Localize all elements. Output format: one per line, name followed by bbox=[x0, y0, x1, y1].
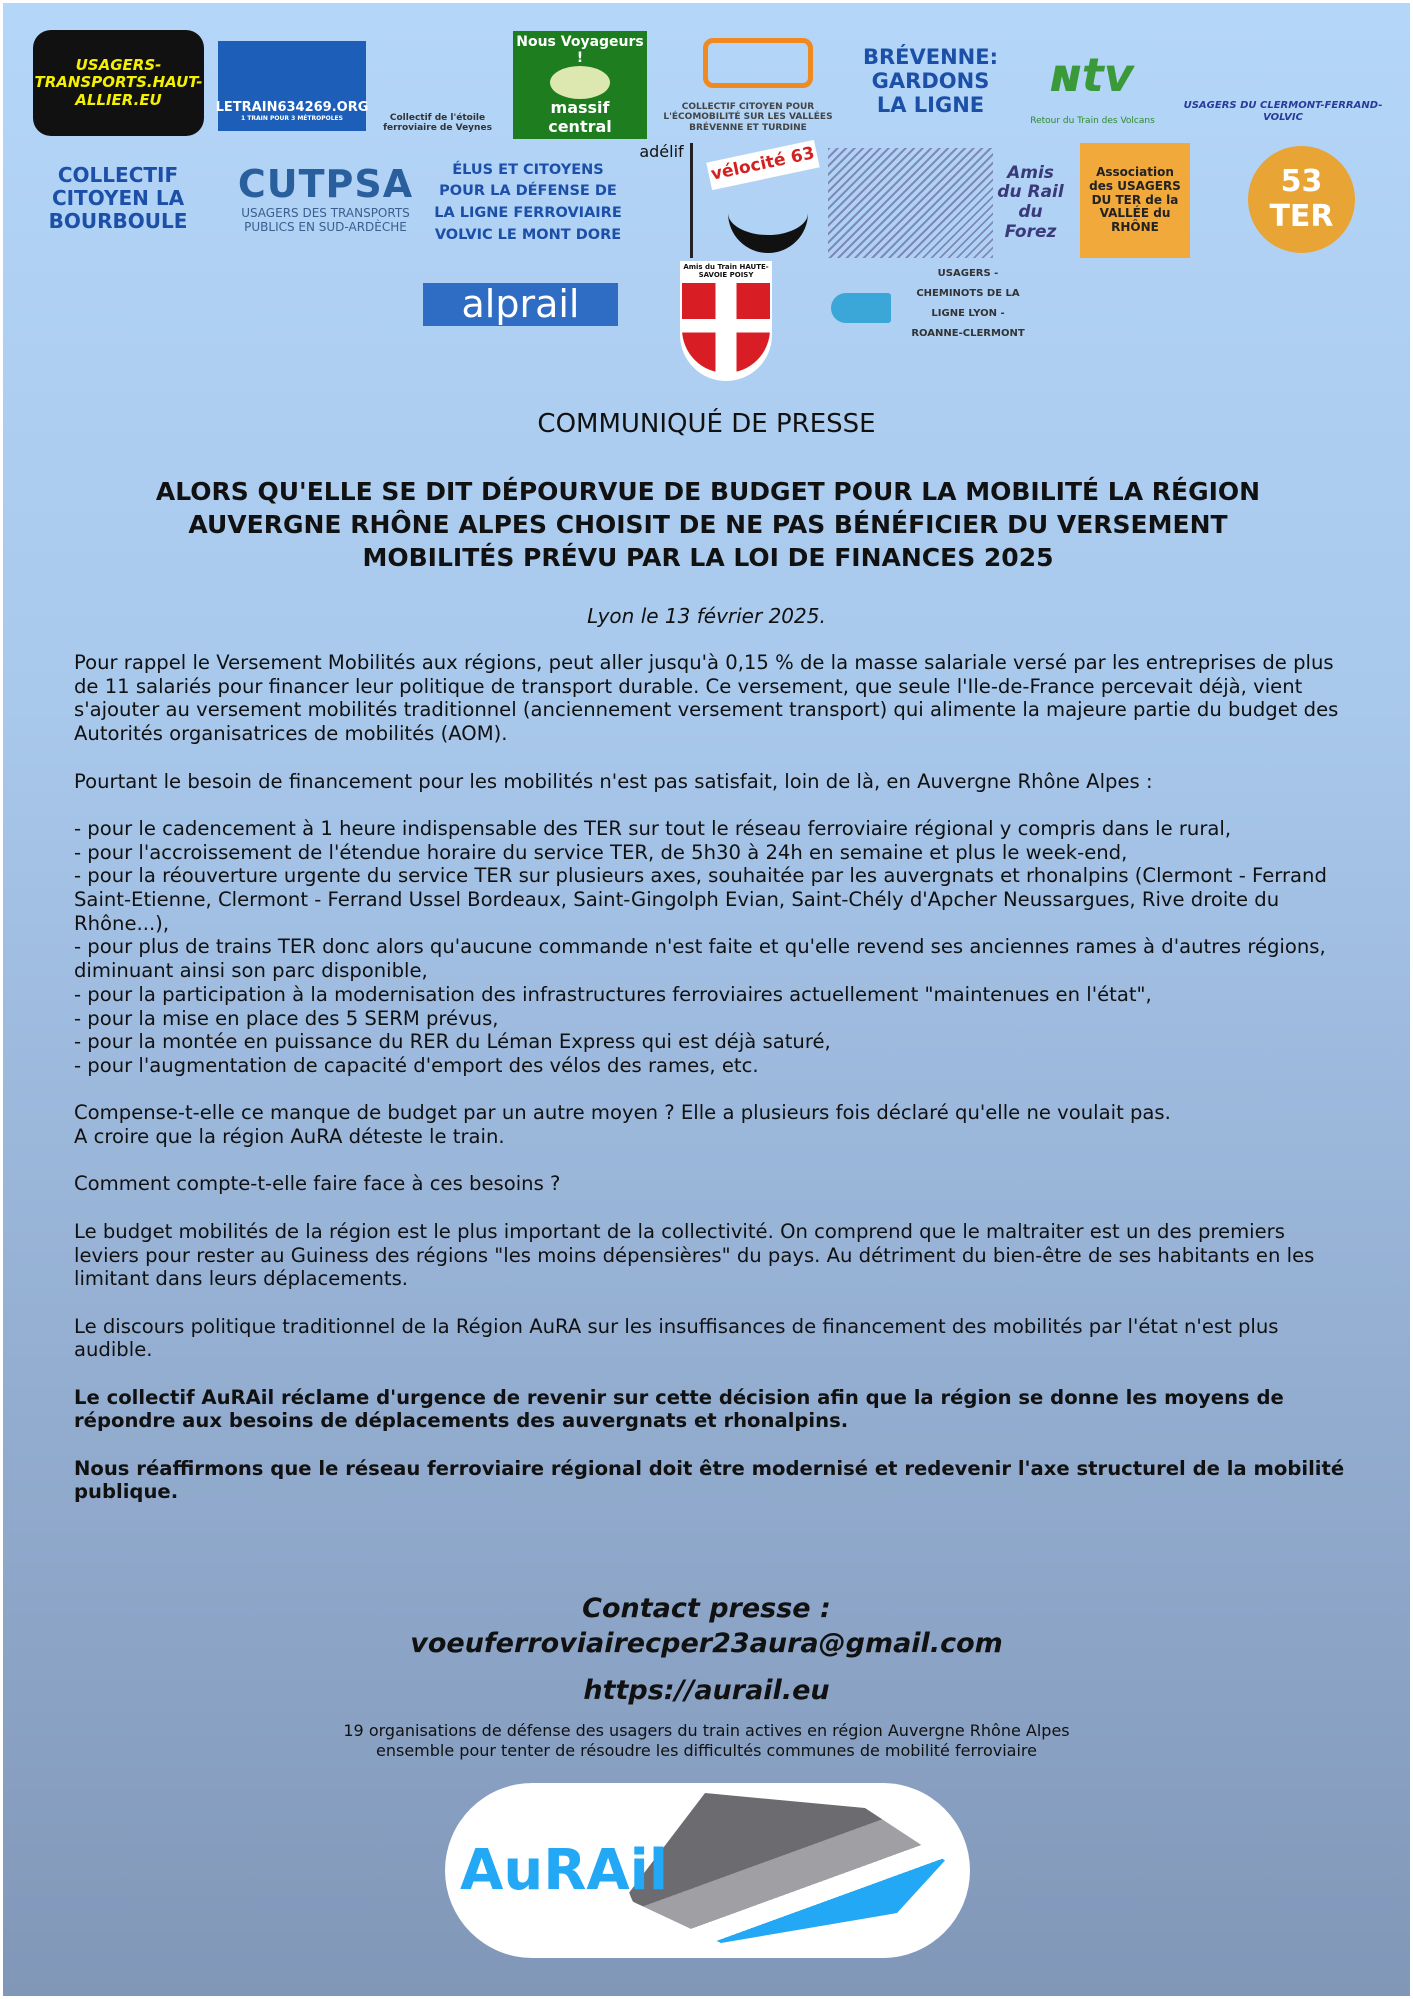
logo-vallee-rhone: Association des USAGERS DU TER de la VALLÉE du RHÔNE bbox=[1080, 143, 1190, 258]
footer-line-1: 19 organisations de défense des usagers du train actives en région Auvergne Rhône Alpes bbox=[343, 1721, 1070, 1740]
logo-poisy bbox=[680, 261, 772, 381]
logo-ratl-text: USAGERS - CHEMINOTS DE LA LIGNE LYON - ROANNE-CLERMONT bbox=[911, 267, 1025, 339]
contact-label: Contact presse : bbox=[582, 1593, 831, 1624]
aurail-logo bbox=[445, 1783, 970, 1958]
logo-53-ter: 53 TER bbox=[1248, 146, 1355, 253]
paragraph-3 bbox=[74, 1101, 1354, 1148]
ratl-train-icon bbox=[831, 293, 891, 323]
website-link[interactable]: https://aurail.eu bbox=[583, 1675, 830, 1706]
logo-alprail: alprail bbox=[423, 283, 618, 326]
logo-volvic-mont-dore: ÉLUS ET CITOYENS POUR LA DÉFENSE DE LA LIGNE FERROVIAIRE VOLVIC LE MONT DORE bbox=[434, 161, 622, 243]
rtv-mark-icon: ɴtv bbox=[1052, 48, 1134, 102]
paragraph-5: Le budget mobilités de la région est le plus important de la collectivité. On comprend que le maltraiter est un des premiers leviers pour rester au Guiness des régions "les moins dépensières" du pays. Au détriment du bien-être de ses habitants en les limitant dans leurs déplacements. bbox=[74, 1219, 1315, 1291]
logo-nous-voyageurs-label: Nous Voyageurs ! bbox=[516, 34, 644, 67]
cyclist-icon bbox=[728, 198, 808, 253]
paragraph-1: Pour rappel le Versement Mobilités aux régions, peut aller jusqu'à 0,15 % de la masse salariale versé par les entreprises de plus de 11 salariés pour financer leur politique de transport durable. Ce versement, que seule l'Ile-de-France percevait déjà, vient s'ajouter au versement mobilités traditionnel (anciennement versement transport) qui alimente la majeure partie du budget des Autorités organisatrices de mobilités (AOM). bbox=[74, 651, 1339, 746]
logo-letrain bbox=[215, 41, 369, 131]
body-text bbox=[74, 651, 1354, 1528]
press-release-page bbox=[3, 3, 1410, 1996]
paragraph-3-line-2: A croire que la région AuRA déteste le train. bbox=[74, 1125, 505, 1149]
list-item: - pour le cadencement à 1 heure indispensable des TER sur tout le réseau ferroviaire régional y compris dans le rural, bbox=[74, 816, 1232, 840]
contact-email[interactable]: voeuferroviairecper23aura@gmail.com bbox=[410, 1628, 1003, 1659]
owl-icon bbox=[550, 66, 610, 99]
logo-veynes: Collectif de l'étoile ferroviaire de Veynes bbox=[383, 112, 492, 133]
logo-haut-allier: USAGERS-TRANSPORTS.HAUT-ALLIER.EU bbox=[33, 30, 204, 136]
list-item: - pour plus de trains TER donc alors qu'aucune commande n'est faite et qu'elle revend ses anciennes rames à d'autres régions, diminuant ainsi son parc disponible, bbox=[74, 935, 1326, 983]
paragraph-7: Le collectif AuRAil réclame d'urgence de revenir sur cette décision afin que la région se donne les moyens de répondre aux besoins de déplacements des auvergnats et rhonalpins. bbox=[74, 1385, 1284, 1433]
paragraph-3-line-1: Compense-t-elle ce manque de budget par un autre moyen ? Elle a plusieurs fois déclaré qu'elle ne voulait pas. bbox=[74, 1101, 1171, 1125]
list-item: - pour l'augmentation de capacité d'emport des vélos des rames, etc. bbox=[74, 1053, 759, 1077]
logo-massif-label: massif central bbox=[548, 98, 612, 136]
car-bike-icon bbox=[703, 38, 813, 88]
list-item: - pour l'accroissement de l'étendue horaire du service TER, de 5h30 à 24h en semaine et plus le week-end, bbox=[74, 840, 1128, 864]
logo-cutpsa-name: CUTPSA bbox=[237, 162, 414, 207]
logo-bourboule: COLLECTIF CITOYEN LA BOURBOULE bbox=[48, 162, 188, 233]
logo-nous-voyageurs bbox=[513, 31, 647, 139]
list-item: - pour la mise en place des 5 SERM prévus, bbox=[74, 1006, 499, 1030]
paragraph-8: Nous réaffirmons que le réseau ferroviaire régional doit être modernisé et redevenir l'axe structurel de la mobilité publique. bbox=[74, 1456, 1345, 1504]
aurail-wordmark: AuRAil bbox=[460, 1838, 669, 1903]
list-item: - pour la participation à la modernisation des infrastructures ferroviaires actuellement "maintenues en l'état", bbox=[74, 982, 1152, 1006]
logo-cutpsa bbox=[228, 153, 423, 245]
needs-list bbox=[74, 817, 1354, 1078]
date: Lyon le 13 février 2025. bbox=[587, 604, 826, 628]
logo-velocite: vélocité 63 bbox=[706, 140, 819, 190]
paragraph-2: Pourtant le besoin de financement pour les mobilités n'est pas satisfait, loin de là, en Auvergne Rhône Alpes : bbox=[74, 769, 1153, 793]
logo-brevenne: BRÉVENNE: GARDONS LA LIGNE bbox=[862, 44, 998, 118]
savoy-cross-icon bbox=[682, 283, 770, 373]
logo-poisy-text: Amis du Train HAUTE-SAVOIE POISY bbox=[683, 263, 769, 280]
logo-rtv: Retour du Train des Volcans bbox=[1030, 115, 1155, 126]
logo-ecomobilite: COLLECTIF CITOYEN POUR L'ÉCOMOBILITÉ SUR LES VALLÉES BRÉVENNE ET TURDINE bbox=[663, 101, 833, 133]
list-item: - pour la réouverture urgente du service TER sur plusieurs axes, souhaitée par les auvergnats et rhonalpins (Clermont - Ferrand Saint-Etienne, Clermont - Ferrand Ussel Bordeaux, Saint-Gingolph Evian, Saint-Chély d'Apcher Neussargues, Rive droite du Rhône...), bbox=[74, 864, 1327, 935]
paragraph-6: Le discours politique traditionnel de la Région AuRA sur les insuffisances de financement des mobilités par l'état n'est plus audible. bbox=[74, 1314, 1279, 1362]
logo-clermont-volvic: USAGERS DU CLERMONT-FERRAND-VOLVIC bbox=[1183, 100, 1383, 123]
page-title: COMMUNIQUÉ DE PRESSE bbox=[537, 409, 876, 439]
logo-cutpsa-sub: USAGERS DES TRANSPORTS PUBLICS EN SUD-ARDÈCHE bbox=[241, 206, 410, 234]
logo-letrain-name: LETRAIN634269.ORG bbox=[215, 100, 369, 116]
train-icon bbox=[625, 1793, 945, 1943]
logo-amis-rail-forez: Amis du Rail du Forez bbox=[997, 162, 1064, 242]
headline: ALORS QU'ELLE SE DIT DÉPOURVUE DE BUDGET POUR LA MOBILITÉ LA RÉGION AUVERGNE RHÔNE ALPES CHOISIT DE NE PAS BÉNÉFICIER DU VERSEMENT MOBILITÉS PRÉVU PAR LA LOI DE FINANCES 2025 bbox=[155, 477, 1261, 572]
logo-letrain-sub: 1 TRAIN POUR 3 MÉTROPOLES bbox=[241, 115, 343, 123]
list-item: - pour la montée en puissance du RER du Léman Express qui est déjà saturé, bbox=[74, 1030, 831, 1054]
paragraph-4: Comment compte-t-elle faire face à ces besoins ? bbox=[74, 1172, 561, 1196]
logo-adelif: adélif bbox=[633, 143, 693, 258]
steam-train-illustration bbox=[828, 148, 993, 258]
footer-line-2: ensemble pour tenter de résoudre les difficultés communes de mobilité ferroviaire bbox=[376, 1741, 1037, 1760]
